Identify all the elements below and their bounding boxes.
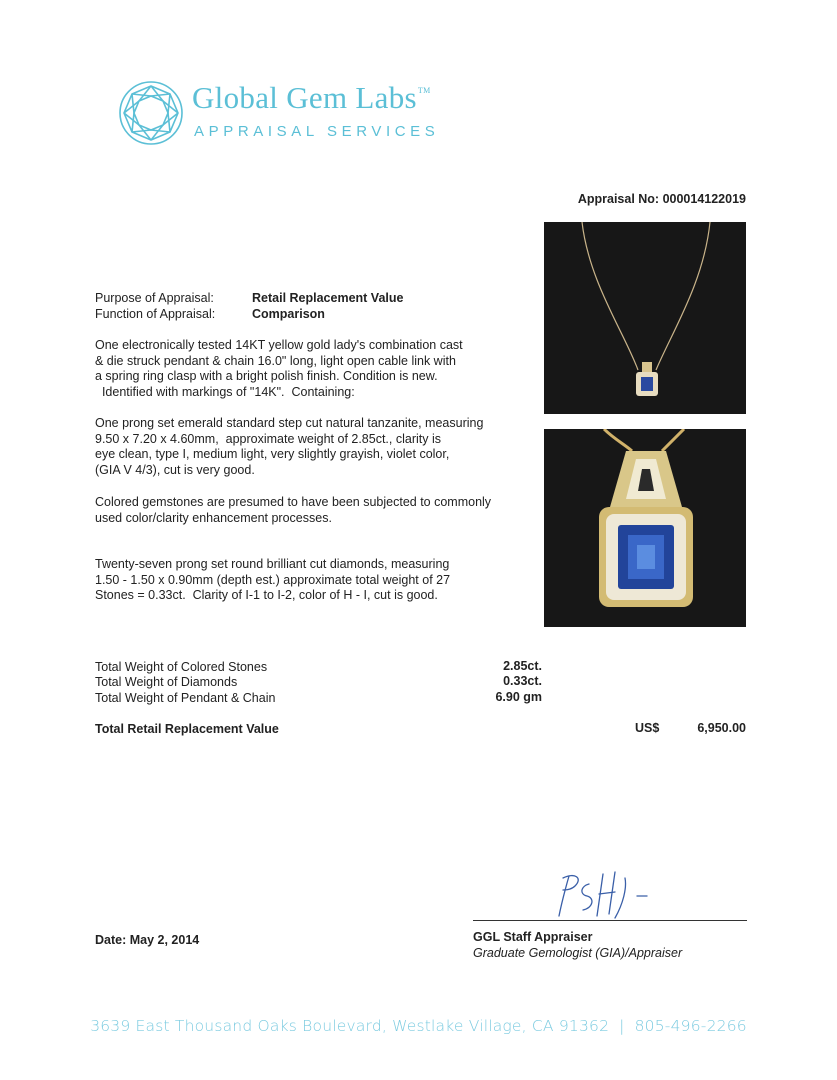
appraiser-name: GGL Staff Appraiser [473, 930, 593, 944]
footer-contact [0, 1017, 837, 1035]
description-line: Stones = 0.33ct. Clarity of I-1 to I-2, color of H - I, cut is good. [95, 588, 438, 603]
logo-diamond-icon [118, 80, 184, 146]
brand-name [192, 80, 431, 116]
description-line: 1.50 - 1.50 x 0.90mm (depth est.) approximate total weight of 27 [95, 572, 451, 587]
description-paragraph-metal [95, 338, 535, 400]
description-line: eye clean, type I, medium light, very slightly grayish, violet color, [95, 447, 450, 462]
pendant-closeup-photo [544, 429, 746, 627]
description-paragraph-tanzanite [95, 416, 535, 478]
description-line: (GIA V 4/3), cut is very good. [95, 462, 255, 477]
total-diamonds-label: Total Weight of Diamonds [95, 675, 238, 689]
description-paragraph-enhancement [95, 495, 535, 526]
description-line: Colored gemstones are presumed to have been subjected to commonly [95, 495, 492, 509]
brand-name-text: Global Gem Labs [192, 80, 417, 115]
purpose-label: Purpose of Appraisal: [95, 291, 214, 305]
signature-line [473, 920, 747, 921]
appraiser-title: Graduate Gemologist (GIA)/Appraiser [473, 946, 683, 960]
function-value: Comparison [252, 307, 325, 321]
description-paragraph-diamonds [95, 557, 535, 604]
signature-mark [545, 868, 655, 920]
total-colored-stones-label: Total Weight of Colored Stones [95, 660, 268, 674]
purpose-value: Retail Replacement Value [252, 291, 404, 305]
total-pendant-chain-label: Total Weight of Pendant & Chain [95, 691, 276, 705]
description-line: Twenty-seven prong set round brilliant cut diamonds, measuring [95, 557, 450, 571]
pendant-closeup-illustration [544, 429, 746, 627]
description-line: One electronically tested 14KT yellow gold lady's combination cast [95, 338, 463, 352]
footer-phone: 805-496-2266 [634, 1017, 747, 1035]
description-line: a spring ring clasp with a bright polish finish. Condition is new. [95, 369, 438, 384]
footer-separator: | [619, 1017, 625, 1035]
pendant-necklace-illustration [544, 222, 746, 414]
brand-tagline: APPRAISAL SERVICES [194, 123, 440, 140]
description-line: & die struck pendant & chain 16.0" long, light open cable link with [95, 353, 456, 368]
grand-total-label: Total Retail Replacement Value [95, 722, 279, 736]
description-line: One prong set emerald standard step cut natural tanzanite, measuring [95, 416, 484, 430]
function-label: Function of Appraisal: [95, 307, 216, 321]
footer-address: 3639 East Thousand Oaks Boulevard, Westlake Village, CA 91362 [90, 1017, 610, 1035]
total-colored-stones-value: 2.85ct. [503, 659, 542, 673]
grand-total-currency: US$ [635, 721, 660, 735]
grand-total-amount: 6,950.00 [697, 721, 746, 735]
trademark-mark: TM [417, 86, 431, 95]
description-line: Identified with markings of "14K". Containing: [95, 384, 355, 399]
total-diamonds-value: 0.33ct. [503, 674, 542, 688]
pendant-necklace-photo [544, 222, 746, 414]
appraisal-number: Appraisal No: 000014122019 [577, 192, 746, 206]
description-line: used color/clarity enhancement processes. [95, 510, 332, 525]
appraisal-date: Date: May 2, 2014 [95, 933, 200, 947]
description-line: 9.50 x 7.20 x 4.60mm, approximate weight of 2.85ct., clarity is [95, 431, 441, 446]
total-pendant-chain-value: 6.90 gm [495, 690, 542, 704]
